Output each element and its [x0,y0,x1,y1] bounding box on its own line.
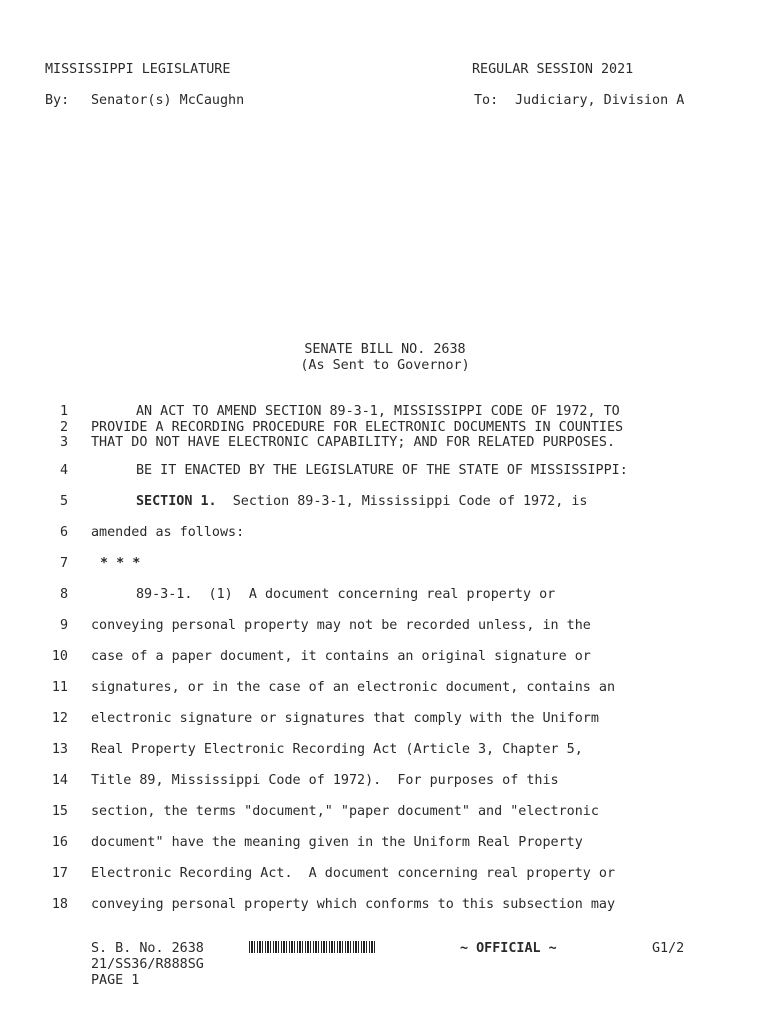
body-line: conveying personal property may not be recorded unless, in the [91,618,591,633]
line-number: 15 [51,804,68,819]
footer-code: 21/SS36/R888SG [91,957,204,972]
line-number: 18 [51,897,68,912]
line-number: 1 [59,404,68,419]
line-number: 3 [59,435,68,450]
omission-marker: * * * [100,556,141,571]
body-line: BE IT ENACTED BY THE LEGISLATURE OF THE STATE OF MISSISSIPPI: [136,463,628,478]
bill-status: (As Sent to Governor) [300,358,470,373]
body-line: case of a paper document, it contains an original signature or [91,649,591,664]
line-number: 14 [51,773,68,788]
body-line: THAT DO NOT HAVE ELECTRONIC CAPABILITY; AND FOR RELATED PURPOSES. [91,435,616,450]
line-number: 2 [59,420,68,435]
line-number: 16 [51,835,68,850]
by-label: By: [45,93,70,108]
line-number: 7 [59,556,68,571]
barcode-image [249,941,377,953]
body-line: section, the terms "document," "paper document" and "electronic [91,804,599,819]
body-line: 89-3-1. (1) A document concerning real property or [136,587,556,602]
session-name: REGULAR SESSION 2021 [472,62,634,77]
legislature-name: MISSISSIPPI LEGISLATURE [45,62,231,77]
committee-name: Judiciary, Division A [515,93,685,108]
body-line: amended as follows: [91,525,245,540]
line-number: 9 [59,618,68,633]
section-heading: SECTION 1. [136,494,217,509]
sponsor-name: Senator(s) McCaughn [91,93,245,108]
line-number: 11 [51,680,68,695]
line-number: 8 [59,587,68,602]
bill-title: SENATE BILL NO. 2638 [304,342,466,357]
line-number: 6 [59,525,68,540]
body-line [136,494,587,510]
official-stamp: ~ OFFICIAL ~ [460,941,557,956]
body-line: electronic signature or signatures that comply with the Uniform [91,711,599,726]
body-line: Title 89, Mississippi Code of 1972). For purposes of this [91,773,559,788]
to-label: To: [474,93,499,108]
footer-ref: G1/2 [652,941,685,956]
line-number: 13 [51,742,68,757]
line-number: 5 [59,494,68,509]
footer-page: PAGE 1 [91,973,140,988]
footer-bill-number: S. B. No. 2638 [91,941,204,956]
body-line: conveying personal property which conforms to this subsection may [91,897,616,912]
section-text: Section 89-3-1, Mississippi Code of 1972, is [216,494,588,509]
line-number: 12 [51,711,68,726]
body-line: AN ACT TO AMEND SECTION 89-3-1, MISSISSIPPI CODE OF 1972, TO [136,404,620,419]
line-number: 4 [59,463,68,478]
line-number: 10 [51,649,68,664]
body-line: document" have the meaning given in the Uniform Real Property [91,835,583,850]
body-line: Real Property Electronic Recording Act (Article 3, Chapter 5, [91,742,583,757]
body-line: Electronic Recording Act. A document concerning real property or [91,866,616,881]
line-number: 17 [51,866,68,881]
body-line: PROVIDE A RECORDING PROCEDURE FOR ELECTRONIC DOCUMENTS IN COUNTIES [91,420,624,435]
body-line: signatures, or in the case of an electronic document, contains an [91,680,616,695]
